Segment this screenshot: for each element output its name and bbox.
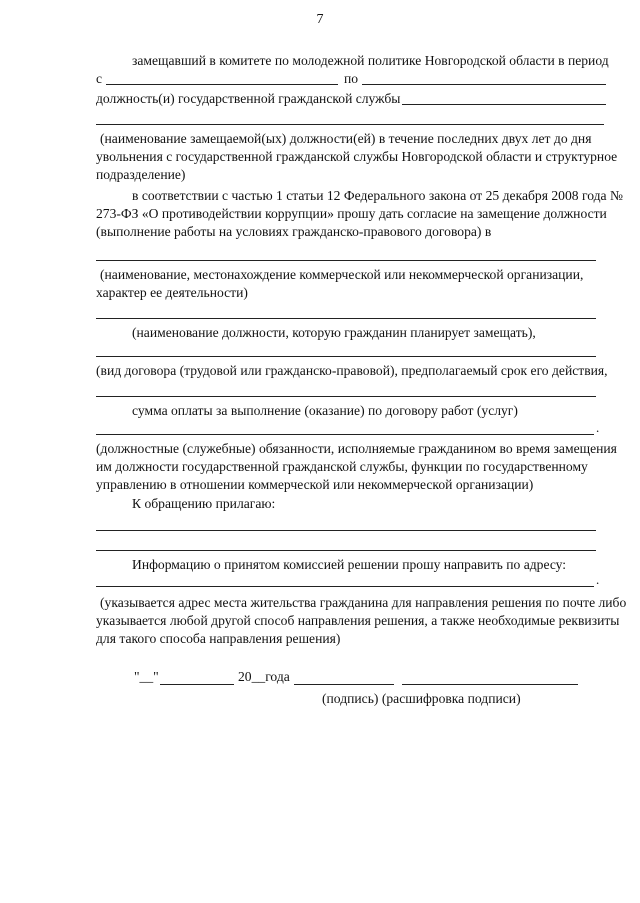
text-line-8: 273-ФЗ «О противодействии коррупции» прошу дать согласие на замещение должности	[96, 206, 607, 221]
page-number: 7	[316, 12, 324, 27]
text-line-18: К обращению прилагаю:	[132, 496, 276, 511]
text-line-7: в соответствии с частью 1 статьи 12 Федерального закона от 25 декабря 2008 года №	[132, 188, 623, 203]
text-line-12: (наименование должности, которую гражданин планирует замещать),	[132, 325, 536, 340]
address-line[interactable]	[96, 586, 594, 587]
text-line-22: для такого способа направления решения)	[96, 631, 341, 646]
text-line-5: увольнения с государственной гражданской службы Новгородской области и структурное	[96, 149, 618, 164]
text-line-13: (вид договора (трудовой или гражданско-правовой), предполагаемый срок его действия,	[96, 363, 608, 378]
text-line-19: Информацию о принятом комиссией решении прошу направить по адресу:	[132, 557, 567, 572]
text-line-10: (наименование, местонахождение коммерческой или некоммерческой организации,	[100, 267, 584, 282]
duties-line[interactable]	[96, 434, 594, 435]
signature-line[interactable]	[294, 684, 394, 685]
contract-type-line[interactable]	[96, 356, 596, 357]
text-period-from-label: с	[96, 71, 103, 86]
text-period-to-label: по	[344, 71, 359, 86]
date-day-field: "__"	[134, 669, 159, 684]
organization-line[interactable]	[96, 260, 596, 261]
position-line-1[interactable]	[402, 104, 606, 105]
text-line-9: (выполнение работы на условиях гражданско-правового договора) в	[96, 224, 492, 239]
period-mark-2: .	[596, 572, 600, 587]
position-line-2[interactable]	[96, 124, 604, 125]
period-mark-1: .	[596, 420, 600, 435]
date-year-field: 20__года	[238, 669, 290, 684]
text-line-1: замещавший в комитете по молодежной политике Новгородской области в период	[132, 53, 609, 68]
text-line-20: (указывается адрес места жительства гражданина для направления решения по почте либо	[100, 595, 627, 610]
text-line-14: сумма оплаты за выполнение (оказание) по договору работ (услуг)	[132, 403, 518, 418]
contract-sum-line[interactable]	[96, 396, 596, 397]
period-from-line[interactable]	[106, 84, 338, 85]
text-line-6: подразделение)	[96, 167, 186, 182]
job-title-line[interactable]	[96, 318, 596, 319]
text-line-16: им должности государственной гражданской службы, функции по государственному	[96, 459, 588, 474]
text-line-4: (наименование замещаемой(ых) должности(ей) в течение последних двух лет до дня	[100, 131, 592, 146]
text-line-21: указывается любой другой способ направления решения, а также необходимые реквизиты	[96, 613, 620, 628]
date-month-line[interactable]	[160, 684, 234, 685]
period-to-line[interactable]	[362, 84, 606, 85]
text-line-17: управлению в отношении коммерческой или некоммерческой организации)	[96, 477, 534, 492]
attachment-line-1[interactable]	[96, 530, 596, 531]
text-line-3: должность(и) государственной гражданской службы	[96, 91, 401, 106]
signature-transcript-line[interactable]	[402, 684, 578, 685]
attachment-line-2[interactable]	[96, 550, 596, 551]
signature-caption: (подпись) (расшифровка подписи)	[322, 691, 521, 706]
text-line-15: (должностные (служебные) обязанности, исполняемые гражданином во время замещения	[96, 441, 617, 456]
text-line-11: характер ее деятельности)	[96, 285, 248, 300]
